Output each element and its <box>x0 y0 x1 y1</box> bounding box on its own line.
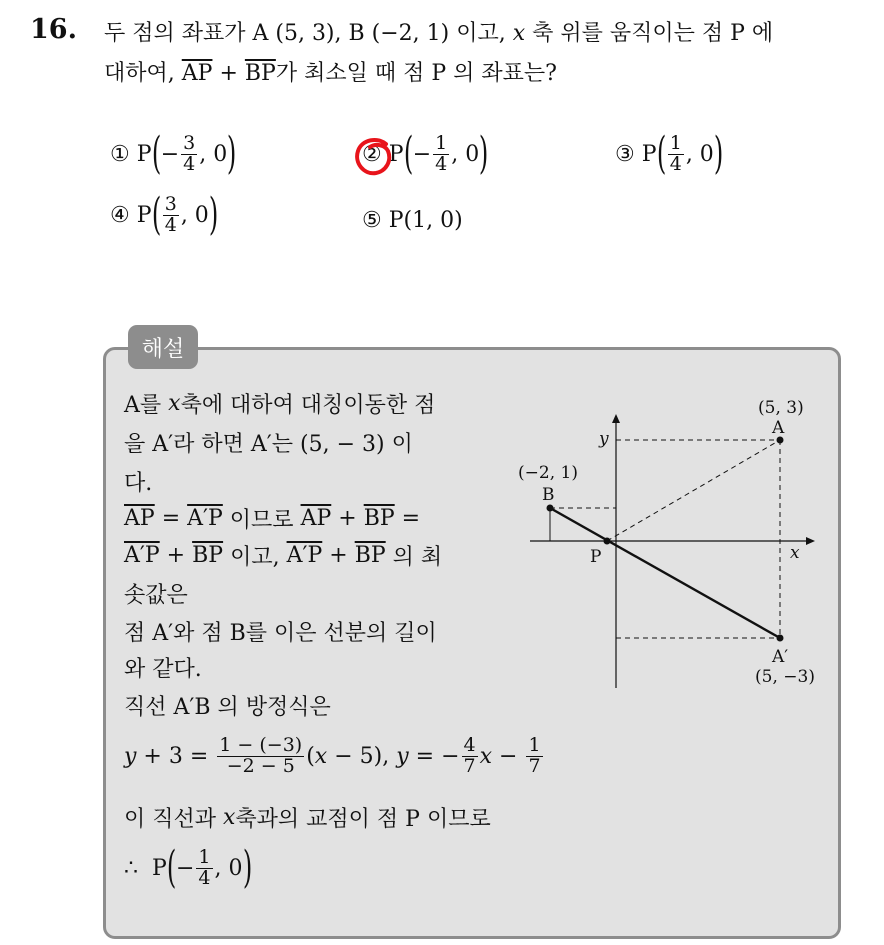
solution-line-4 <box>124 503 420 534</box>
var-x: x <box>223 805 236 830</box>
var-y: y <box>124 743 137 769</box>
question-text-1b: 축 위를 움직이는 점 P 에 <box>525 21 774 46</box>
point-aprime <box>777 635 784 642</box>
answer-mark-circle-icon <box>352 135 396 179</box>
choice-3-number: ③ <box>615 141 635 167</box>
text: 의 최 <box>385 545 443 570</box>
numerator: 1 <box>198 845 211 868</box>
x-axis-label: x <box>790 543 800 563</box>
denominator: 4 <box>183 152 196 175</box>
text: A를 <box>124 393 162 418</box>
left-paren: ( <box>151 128 161 179</box>
solution-conclusion <box>124 842 252 893</box>
denominator: 4 <box>435 152 448 175</box>
choice-2-fraction <box>433 131 449 175</box>
choice-3-fraction <box>668 131 684 175</box>
var-y: y <box>396 743 409 769</box>
right-paren: ) <box>227 128 237 179</box>
segment-b-aprime <box>550 508 780 638</box>
choice-4[interactable] <box>110 189 219 240</box>
text: 직선 A′B 의 방정식은 <box>124 695 331 720</box>
right-paren: ) <box>242 842 252 893</box>
question-line-2 <box>104 56 557 87</box>
solution-line-8 <box>124 652 202 683</box>
choice-4-rest: , 0 <box>180 202 209 228</box>
solution-line-2 <box>124 427 413 458</box>
choice-1-point: P <box>136 141 152 167</box>
segment: $\overline{BP}$ <box>354 543 386 568</box>
choice-1-number: ① <box>110 141 130 167</box>
solution-tab: 해설 <box>128 325 198 369</box>
text: , 0 <box>214 855 243 881</box>
denominator: 4 <box>669 152 682 175</box>
point-p-label: P <box>590 547 602 567</box>
choice-3[interactable] <box>615 128 724 179</box>
y-axis-label: y <box>599 429 609 449</box>
segment: $\overline{BP}$ <box>192 543 224 568</box>
choice-1-fraction <box>181 131 197 175</box>
numerator: 1 − (−3) <box>219 734 303 756</box>
line-pa-dashed <box>607 440 780 541</box>
segment: $\overline{BP}$ <box>363 506 395 531</box>
mark-stroke <box>357 140 389 173</box>
choice-5-text: P(1, 0) <box>388 208 463 233</box>
text: 와 같다. <box>124 657 202 682</box>
question-text-2a: 대하여, <box>104 61 182 86</box>
right-paren: ) <box>208 189 219 240</box>
numerator: 3 <box>164 192 177 215</box>
solution-line-9 <box>124 690 331 721</box>
choice-2-rest: , 0 <box>451 141 480 167</box>
solution-line-11 <box>124 802 491 833</box>
choice-4-fraction <box>163 192 179 236</box>
choice-1-sign: − <box>160 141 180 167</box>
right-paren: ) <box>713 128 724 179</box>
left-paren: ( <box>151 189 161 240</box>
question-text-1a: 두 점의 좌표가 A (5, 3), B (−2, 1) 이고, <box>104 21 513 46</box>
solution-line-7 <box>124 616 437 647</box>
choice-4-number: ④ <box>110 202 130 228</box>
point-a-label: A <box>772 418 785 438</box>
y-axis-arrow-icon <box>612 414 620 423</box>
segment: A′P <box>124 543 160 568</box>
point-p <box>604 538 611 545</box>
denominator: −2 − 5 <box>226 754 295 777</box>
left-paren: ( <box>166 842 177 893</box>
point-b-label: B <box>542 485 555 505</box>
segment-ap: $\overline{AP}$ <box>181 61 213 86</box>
slope-fraction <box>217 736 304 777</box>
text: = <box>154 506 188 531</box>
denominator: 4 <box>198 866 211 889</box>
point-label: P <box>152 855 167 881</box>
choice-2-sign: − <box>412 141 432 167</box>
numerator: 1 <box>435 131 448 154</box>
choice-4-point: P <box>136 202 152 228</box>
numerator: 1 <box>528 734 541 756</box>
choice-2-number: ② <box>362 141 382 167</box>
coordinate-graph <box>510 388 830 693</box>
segment: A′P <box>187 506 223 531</box>
choice-5[interactable] <box>362 208 463 233</box>
solution-line-1 <box>124 388 435 419</box>
text: 솟값은 <box>124 583 188 608</box>
text: = <box>394 506 421 531</box>
numerator: 1 <box>669 131 682 154</box>
solution-line-3 <box>124 466 152 497</box>
text: + 3 = <box>136 743 216 769</box>
text: 축에 대하여 대칭이동한 점 <box>180 393 436 418</box>
segment: $\overline{AP}$ <box>124 506 155 531</box>
text: 다. <box>124 471 153 496</box>
text: − <box>492 743 525 769</box>
choice-3-rest: , 0 <box>685 141 714 167</box>
answer-fraction <box>196 845 212 889</box>
text: 축과의 교점이 점 P 이므로 <box>235 807 491 832</box>
left-paren: ( <box>403 128 413 179</box>
text: + <box>159 543 193 568</box>
solution-equation <box>124 736 545 777</box>
choice-1-rest: , 0 <box>199 141 228 167</box>
text: 을 A′라 하면 A′는 (5, − 3) 이 <box>124 432 413 457</box>
question-number: 16. <box>30 14 77 45</box>
text: + <box>322 543 355 568</box>
fraction-4-7 <box>462 736 478 777</box>
segment: A′P <box>286 543 323 568</box>
var-x: x <box>168 391 181 416</box>
point-a-coord: (5, 3) <box>758 398 804 418</box>
segment: $\overline{AP}$ <box>300 506 332 531</box>
question-text-2b: 가 최소일 때 점 P 의 좌표는? <box>275 61 557 86</box>
point-aprime-label: A′ <box>772 647 789 667</box>
choice-5-number: ⑤ <box>362 208 382 233</box>
solution-line-5 <box>124 540 442 571</box>
plus-sign: + <box>212 61 245 86</box>
text: 이 직선과 <box>124 807 223 832</box>
solution-line-6 <box>124 578 188 609</box>
var-x: x <box>314 743 328 769</box>
question-line-1 <box>104 16 773 47</box>
text: 이므로 <box>222 508 301 533</box>
text: − 5), <box>327 743 397 769</box>
text: + <box>331 506 364 531</box>
numerator: 3 <box>183 131 196 154</box>
text: 점 A′와 점 B를 이은 선분의 길이 <box>124 621 437 646</box>
denominator: 7 <box>463 754 476 777</box>
text: 이고, <box>223 545 287 570</box>
var-x: x <box>479 743 493 769</box>
x-axis-arrow-icon <box>806 537 815 545</box>
sign: − <box>175 855 195 881</box>
choice-1[interactable] <box>110 128 237 179</box>
fraction-1-7 <box>526 736 542 777</box>
choice-3-point: P <box>641 141 657 167</box>
point-aprime-coord: (5, −3) <box>755 667 815 687</box>
right-paren: ) <box>479 128 489 179</box>
denominator: 7 <box>528 754 541 777</box>
text: = − <box>408 743 460 769</box>
denominator: 4 <box>164 213 177 236</box>
point-b <box>547 505 554 512</box>
therefore-symbol: ∴ <box>124 855 138 881</box>
left-paren: ( <box>656 128 666 179</box>
question-var-x: x <box>512 21 526 46</box>
choice-2-point: P <box>388 141 404 167</box>
text: ( <box>306 743 315 769</box>
point-b-coord: (−2, 1) <box>518 463 578 483</box>
numerator: 4 <box>463 734 476 756</box>
segment-bp: $\overline{BP}$ <box>244 61 276 86</box>
